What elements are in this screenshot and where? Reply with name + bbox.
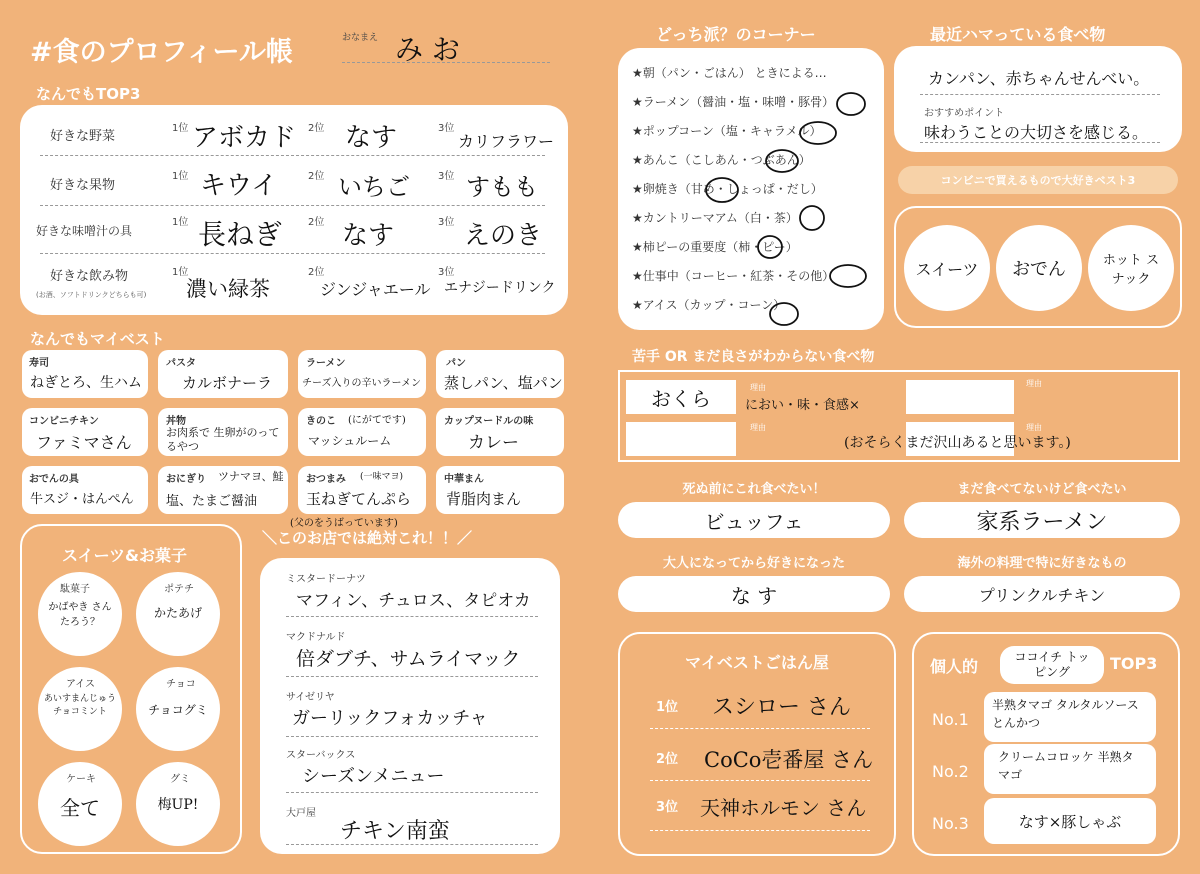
top3-item: なす xyxy=(345,123,398,153)
top3-row-label: 好きな味噌汁の具 xyxy=(36,224,133,238)
shops-panel: ミスタードーナツ マフィン、チュロス、タピオカ マクドナルド 倍ダブチ、サムライマック サイゼリヤ ガーリックフォカッチャ スターバックス シーズンメニュー 大戸屋 チキン南蛮 xyxy=(260,558,560,854)
top3-row-label: 好きな飲み物 xyxy=(50,269,129,284)
top3-row-note: (お酒、ソフトドリンクどちらも可) xyxy=(36,291,147,299)
top3-item: エナジードリンク xyxy=(444,280,556,296)
recent-panel: カンパン、赤ちゃんせんべい。 おすすめポイント 味わうことの大切さを感じる。 xyxy=(894,46,1182,152)
mybest-title: なんでもマイベスト xyxy=(30,330,165,348)
kojin-title-tag: ココイチ トッピング xyxy=(1000,646,1104,684)
pill-value: プリンクルチキン xyxy=(904,576,1180,612)
gohan-rank: 2位 xyxy=(656,752,679,767)
gohan-value: CoCo壱番屋 さん xyxy=(704,748,874,772)
pill-value: ビュッフェ xyxy=(618,502,890,538)
rank-label: 1位 xyxy=(172,267,189,278)
mybest-card: おにぎり ツナマヨ、鮭 塩、たまご醤油 xyxy=(158,466,288,514)
name-underline xyxy=(342,62,550,63)
gohan-value: 天神ホルモン さん xyxy=(700,796,867,820)
top3-item: ジンジャエール xyxy=(320,280,431,299)
conbini-circle: スイーツ xyxy=(904,225,990,311)
nigate-title: 苦手 OR まだ良さがわからない食べ物 xyxy=(632,349,875,365)
mybest-card: コンビニチキン ファミマさん xyxy=(22,408,148,456)
rank-label: 2位 xyxy=(308,123,325,134)
rank-label: 2位 xyxy=(308,267,325,278)
top3-item: なす xyxy=(342,221,395,251)
recent-title: 最近ハマっている食べ物 xyxy=(930,25,1106,44)
mybest-card: カップヌードルの味 カレー xyxy=(436,408,564,456)
nigate-reason-label: 理由 xyxy=(1026,423,1042,432)
sweets-circle: グミ 梅UP! xyxy=(136,762,220,846)
kojin-value: なす×豚しゃぶ xyxy=(984,798,1156,844)
top3-panel xyxy=(20,105,568,315)
gohan-rank: 3位 xyxy=(656,800,679,815)
sweets-circle: チョコ チョコグミ xyxy=(136,667,220,751)
nigate-reason-label: 理由 xyxy=(750,423,766,432)
mybest-card: おつまみ (一味マヨ) 玉ねぎてんぷら xyxy=(298,466,426,514)
sweets-circle: アイス あいすまんじゅう チョコミント xyxy=(38,667,122,751)
top3-row-label: 好きな果物 xyxy=(50,178,116,193)
pill-title: まだ食べてないけど食べたい xyxy=(957,482,1127,497)
conbini-circle: ホット スナック xyxy=(1088,225,1174,311)
top3-title: なんでもTOP3 xyxy=(36,85,141,103)
nigate-item: おくら xyxy=(626,380,736,414)
rank-label: 3位 xyxy=(438,171,455,182)
nigate-box-empty xyxy=(906,380,1014,414)
page-title: #食のプロフィール帳 xyxy=(30,37,293,68)
kojin-rank: No.1 xyxy=(932,710,969,729)
kojin-value: 半熟タマゴ タルタルソース とんかつ xyxy=(984,692,1156,742)
sweets-title: スイーツ&お菓子 xyxy=(62,546,187,565)
rank-label: 1位 xyxy=(172,123,189,134)
rank-label: 1位 xyxy=(172,171,189,182)
mybest-card: 中華まん 背脂肉まん xyxy=(436,466,564,514)
nigate-reason: におい・味・食感× xyxy=(745,398,860,413)
top3-item: いちご xyxy=(338,173,410,201)
pill-title: 海外の料理で特に好きなもの xyxy=(957,556,1127,571)
conbini-title-pill: コンビニで買えるもので大好きベスト3 xyxy=(898,166,1178,194)
top3-item: すもも xyxy=(466,173,538,201)
rank-label: 2位 xyxy=(308,171,325,182)
rank-label: 3位 xyxy=(438,123,455,134)
nigate-reason-label: 理由 xyxy=(750,383,766,392)
mybest-card: パン 蒸しパン、塩パン xyxy=(436,350,564,398)
nigate-note: (おそらくまだ沢山あると思います。) xyxy=(844,435,1071,451)
sweets-circle: ポテチ かたあげ xyxy=(136,572,220,656)
nigate-box-empty xyxy=(626,422,736,456)
mybest-card: 丼物 お肉系で 生卵がのってるやつ xyxy=(158,408,288,456)
name-value: み お xyxy=(395,33,460,66)
sweets-circle: 駄菓子 かばやき さんたろう？ xyxy=(38,572,122,656)
mybest-card: 寿司 ねぎとろ、生ハム xyxy=(22,350,148,398)
gohan-rank: 1位 xyxy=(656,700,679,715)
mybest-card: きのこ (にがてです) マッシュルーム xyxy=(298,408,426,456)
kojin-title-post: TOP3 xyxy=(1110,654,1158,673)
top3-row-label: 好きな野菜 xyxy=(50,129,116,144)
kojin-rank: No.2 xyxy=(932,762,969,781)
dotchi-title: どっち派？のコーナー xyxy=(656,25,816,44)
gohan-title: マイベストごはん屋 xyxy=(685,653,829,672)
top3-item: カリフラワー xyxy=(458,132,555,151)
top3-item: 長ねぎ xyxy=(198,218,283,251)
top3-item: 濃い緑茶 xyxy=(186,277,270,301)
mybest-card: ラーメン チーズ入りの辛いラーメン xyxy=(298,350,426,398)
kojin-rank: No.3 xyxy=(932,814,969,833)
top3-item: キウイ xyxy=(200,171,278,201)
mybest-card: パスタ カルボナーラ xyxy=(158,350,288,398)
nigate-reason-label: 理由 xyxy=(1026,379,1042,388)
pill-value: 家系ラーメン xyxy=(904,502,1180,538)
rank-label: 3位 xyxy=(438,267,455,278)
otsumami-note: (父のをうばっています) xyxy=(290,518,398,529)
dotchi-panel: ★朝（パン・ごはん） ときによる… ★ラーメン（醤油・塩・味噌・豚骨） ★ポップコーン（塩・キャラメル） ★あんこ（こしあん・つぶあん） ★卵焼き（甘め・しょっぱ・だし） ★カントリーマアム（白・茶） ★柿ピーの重要度（柿・ピー） ★仕事中（コーヒー・紅茶・その他） ★アイス（カップ・コーン） xyxy=(618,48,884,330)
shops-title: ＼このお店では絶対これ！！／ xyxy=(262,529,473,547)
gohan-value: スシロー さん xyxy=(712,695,851,720)
rank-label: 1位 xyxy=(172,217,189,228)
mybest-card: おでんの具 牛スジ・はんぺん xyxy=(22,466,148,514)
sweets-circle: ケーキ 全て xyxy=(38,762,122,846)
pill-title: 死ぬ前にこれ食べたい！ xyxy=(682,482,826,497)
rank-label: 2位 xyxy=(308,217,325,228)
top3-item: アボカド xyxy=(192,123,297,153)
rank-label: 3位 xyxy=(438,217,455,228)
conbini-circle: おでん xyxy=(996,225,1082,311)
pill-value: な す xyxy=(618,576,890,612)
name-label: おなまえ xyxy=(342,33,379,43)
kojin-value: クリームコロッケ 半熟タマゴ xyxy=(984,744,1156,794)
pill-title: 大人になってから好きになった xyxy=(662,556,845,571)
kojin-title-pre: 個人的 xyxy=(930,657,979,676)
top3-item: えのき xyxy=(464,221,543,251)
